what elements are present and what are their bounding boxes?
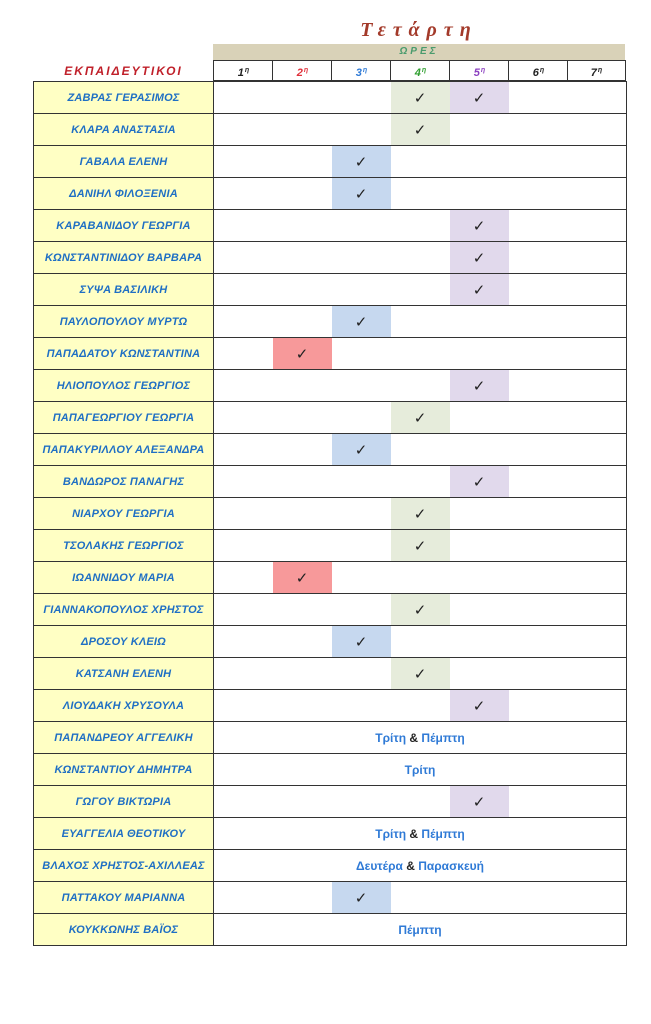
hour-cell-2 (273, 178, 332, 210)
schedule-table (33, 81, 627, 946)
hour-cell-6 (509, 370, 568, 402)
weekday-label: Παρασκευή (418, 858, 484, 873)
hour-cell-1 (214, 658, 273, 690)
hour-cell-7 (568, 210, 627, 242)
hour-cell-1 (214, 594, 273, 626)
day-note (214, 850, 627, 882)
hour-number: 2 (296, 67, 303, 79)
hour-cell-2 (273, 402, 332, 434)
teacher-row (34, 530, 627, 562)
check-icon: ✓ (472, 249, 486, 267)
hour-cell-4 (391, 306, 450, 338)
hour-cell-5 (450, 242, 509, 274)
hour-cell-6 (509, 242, 568, 274)
hour-cell-1 (214, 178, 273, 210)
weekday-label: Τρίτη (404, 762, 436, 777)
ampersand: & (406, 826, 422, 841)
hour-number: 3 (355, 67, 362, 79)
hour-cell-5 (450, 594, 509, 626)
check-icon: ✓ (354, 153, 368, 171)
hour-cell-7 (568, 562, 627, 594)
hour-cell-4 (391, 402, 450, 434)
hour-cell-1 (214, 530, 273, 562)
check-icon: ✓ (472, 377, 486, 395)
check-icon: ✓ (354, 313, 368, 331)
hour-cell-2 (273, 114, 332, 146)
hour-cell-5 (450, 882, 509, 914)
teacher-name: ΗΛΙΟΠΟΥΛΟΣ ΓΕΩΡΓΙΟΣ (34, 370, 214, 402)
hour-cell-4 (391, 114, 450, 146)
teacher-name: ΚΩΝΣΤΑΝΤΙΟΥ ΔΗΜΗΤΡΑ (34, 754, 214, 786)
hour-cell-6 (509, 210, 568, 242)
hour-cell-4 (391, 882, 450, 914)
hour-cell-5 (450, 562, 509, 594)
check-icon: ✓ (354, 889, 368, 907)
teacher-name: ΙΩΑΝΝΙΔΟΥ ΜΑΡΙΑ (34, 562, 214, 594)
hour-cell-6 (509, 82, 568, 114)
hour-cell-1 (214, 434, 273, 466)
check-icon: ✓ (413, 121, 427, 139)
hour-cell-6 (509, 530, 568, 562)
hour-cell-7 (568, 306, 627, 338)
hour-cell-4 (391, 498, 450, 530)
hour-cell-3 (332, 434, 391, 466)
hour-cell-5 (450, 114, 509, 146)
hour-cell-7 (568, 434, 627, 466)
teacher-row (34, 626, 627, 658)
hour-cell-3 (332, 210, 391, 242)
hour-cell-2 (273, 562, 332, 594)
hour-cell-2 (273, 786, 332, 818)
weekday-label: Πέμπτη (421, 826, 465, 841)
teacher-row (34, 658, 627, 690)
teacher-row (34, 370, 627, 402)
hour-cell-5 (450, 498, 509, 530)
hour-cell-6 (509, 562, 568, 594)
teacher-name: ΣΥΨΑ ΒΑΣΙΛΙΚΗ (34, 274, 214, 306)
hour-cell-2 (273, 690, 332, 722)
teacher-row (34, 178, 627, 210)
hour-cell-1 (214, 466, 273, 498)
hour-cell-1 (214, 498, 273, 530)
hour-suffix: η (539, 67, 545, 74)
teacher-name: ΚΑΡΑΒΑΝΙΔΟΥ ΓΕΩΡΓΙΑ (34, 210, 214, 242)
hour-cell-5 (450, 530, 509, 562)
teacher-row (34, 466, 627, 498)
hour-cell-2 (273, 466, 332, 498)
hour-cell-2 (273, 306, 332, 338)
hour-cell-7 (568, 626, 627, 658)
teacher-name: ΠΑΠΑΚΥΡΙΛΛΟΥ ΑΛΕΞΑΝΔΡΑ (34, 434, 214, 466)
hour-cell-4 (391, 626, 450, 658)
hour-cell-3 (332, 82, 391, 114)
teacher-row (34, 114, 627, 146)
teacher-row (34, 306, 627, 338)
teacher-row (34, 786, 627, 818)
hour-cell-6 (509, 882, 568, 914)
hour-cell-2 (273, 434, 332, 466)
hour-cell-3 (332, 594, 391, 626)
hour-cell-3 (332, 562, 391, 594)
hour-cell-1 (214, 562, 273, 594)
teacher-row (34, 274, 627, 306)
hour-cell-3 (332, 242, 391, 274)
hour-cell-5 (450, 306, 509, 338)
hour-number: 1 (237, 67, 244, 79)
hours-band: ΩΡΕΣ (213, 44, 625, 60)
teacher-row (34, 242, 627, 274)
teacher-name: ΝΙΑΡΧΟΥ ΓΕΩΡΓΙΑ (34, 498, 214, 530)
weekday-label: Δευτέρα (356, 858, 403, 873)
hour-cell-1 (214, 114, 273, 146)
hour-header-3 (331, 60, 391, 81)
hour-cell-2 (273, 274, 332, 306)
hour-cell-6 (509, 306, 568, 338)
weekday-label: Πέμπτη (421, 730, 465, 745)
hour-cell-3 (332, 338, 391, 370)
hour-cell-6 (509, 146, 568, 178)
hour-cell-4 (391, 786, 450, 818)
teacher-name: ΠΑΥΛΟΠΟΥΛΟΥ ΜΥΡΤΩ (34, 306, 214, 338)
hour-cell-1 (214, 402, 273, 434)
hour-cell-5 (450, 434, 509, 466)
hour-cell-1 (214, 210, 273, 242)
teacher-name: ΚΛΑΡΑ ΑΝΑΣΤΑΣΙΑ (34, 114, 214, 146)
hour-cell-5 (450, 210, 509, 242)
hour-cell-1 (214, 274, 273, 306)
teacher-row (34, 498, 627, 530)
hour-cell-2 (273, 882, 332, 914)
hour-cell-4 (391, 210, 450, 242)
teacher-row (34, 562, 627, 594)
hour-cell-7 (568, 338, 627, 370)
teacher-name: ΓΑΒΑΛΑ ΕΛΕΝΗ (34, 146, 214, 178)
teacher-row (34, 146, 627, 178)
hour-cell-7 (568, 114, 627, 146)
hour-cell-3 (332, 786, 391, 818)
hour-header-6 (508, 60, 568, 81)
hour-cell-3 (332, 690, 391, 722)
hour-cell-6 (509, 498, 568, 530)
hour-cell-5 (450, 338, 509, 370)
hour-cell-6 (509, 466, 568, 498)
hour-cell-3 (332, 274, 391, 306)
hour-header-1 (213, 60, 273, 81)
hour-cell-5 (450, 658, 509, 690)
hour-cell-2 (273, 658, 332, 690)
teacher-row (34, 210, 627, 242)
teacher-name: ΠΑΤΤΑΚΟΥ ΜΑΡΙΑΝΝΑ (34, 882, 214, 914)
hour-suffix: η (362, 67, 368, 74)
teacher-name: ΠΑΠΑΓΕΩΡΓΙΟΥ ΓΕΩΡΓΙΑ (34, 402, 214, 434)
hour-cell-1 (214, 146, 273, 178)
hour-cell-7 (568, 82, 627, 114)
hour-cell-2 (273, 242, 332, 274)
hour-cell-7 (568, 786, 627, 818)
hour-cell-6 (509, 690, 568, 722)
hour-cell-2 (273, 594, 332, 626)
hour-cell-4 (391, 562, 450, 594)
teacher-name: ΚΟΥΚΚΩΝΗΣ ΒΑΪΟΣ (34, 914, 214, 946)
day-title: Τετάρτη (360, 19, 478, 41)
hour-cell-3 (332, 370, 391, 402)
hour-cell-5 (450, 690, 509, 722)
hour-cell-7 (568, 690, 627, 722)
hour-cell-7 (568, 882, 627, 914)
teacher-name: ΖΑΒΡΑΣ ΓΕΡΑΣΙΜΟΣ (34, 82, 214, 114)
hour-cell-6 (509, 402, 568, 434)
hour-cell-4 (391, 146, 450, 178)
hour-cell-7 (568, 274, 627, 306)
teacher-row (34, 594, 627, 626)
hour-cell-3 (332, 530, 391, 562)
day-note (214, 754, 627, 786)
teacher-name: ΒΛΑΧΟΣ ΧΡΗΣΤΟΣ-ΑΧΙΛΛΕΑΣ (34, 850, 214, 882)
check-icon: ✓ (472, 89, 486, 107)
hour-cell-3 (332, 498, 391, 530)
teacher-row (34, 402, 627, 434)
check-icon: ✓ (354, 185, 368, 203)
hour-cell-7 (568, 498, 627, 530)
hour-cell-1 (214, 306, 273, 338)
hour-cell-3 (332, 114, 391, 146)
hour-cell-1 (214, 626, 273, 658)
hour-cell-7 (568, 658, 627, 690)
teacher-row (34, 818, 627, 850)
hour-cell-6 (509, 178, 568, 210)
hour-cell-7 (568, 594, 627, 626)
hour-cell-5 (450, 626, 509, 658)
teacher-name: ΠΑΠΑΔΑΤΟΥ ΚΩΝΣΤΑΝΤΙΝΑ (34, 338, 214, 370)
check-icon: ✓ (295, 345, 309, 363)
teacher-name: ΤΣΟΛΑΚΗΣ ΓΕΩΡΓΙΟΣ (34, 530, 214, 562)
teacher-name: ΓΩΓΟΥ ΒΙΚΤΩΡΙΑ (34, 786, 214, 818)
teacher-row (34, 850, 627, 882)
hour-cell-5 (450, 274, 509, 306)
hour-cell-5 (450, 466, 509, 498)
hour-header-5 (449, 60, 509, 81)
teacher-name: ΔΑΝΙΗΛ ΦΙΛΟΞΕΝΙΑ (34, 178, 214, 210)
check-icon: ✓ (295, 569, 309, 587)
teachers-column-header: ΕΚΠΑΙΔΕΥΤΙΚΟΙ (64, 64, 183, 78)
hour-suffix: η (597, 67, 603, 74)
check-icon: ✓ (472, 281, 486, 299)
hour-number: 5 (473, 67, 480, 79)
hour-cell-4 (391, 530, 450, 562)
teacher-name: ΛΙΟΥΔΑΚΗ ΧΡΥΣΟΥΛΑ (34, 690, 214, 722)
hour-cell-1 (214, 242, 273, 274)
hour-cell-4 (391, 82, 450, 114)
hour-cell-5 (450, 82, 509, 114)
hour-cell-7 (568, 402, 627, 434)
hour-cell-1 (214, 338, 273, 370)
teacher-name: ΔΡΟΣΟΥ ΚΛΕΙΩ (34, 626, 214, 658)
teacher-name: ΠΑΠΑΝΔΡΕΟΥ ΑΓΓΕΛΙΚΗ (34, 722, 214, 754)
hour-cell-6 (509, 658, 568, 690)
hour-cell-4 (391, 370, 450, 402)
teacher-row (34, 434, 627, 466)
teacher-name: ΓΙΑΝΝΑΚΟΠΟΥΛΟΣ ΧΡΗΣΤΟΣ (34, 594, 214, 626)
hour-cell-5 (450, 146, 509, 178)
hour-cell-5 (450, 178, 509, 210)
hour-cell-4 (391, 466, 450, 498)
check-icon: ✓ (354, 441, 368, 459)
hour-cell-5 (450, 786, 509, 818)
hour-suffix: η (480, 67, 486, 74)
hour-cell-5 (450, 370, 509, 402)
teacher-row (34, 82, 627, 114)
hour-cell-6 (509, 274, 568, 306)
check-icon: ✓ (354, 633, 368, 651)
teacher-name: ΚΑΤΣΑΝΗ ΕΛΕΝΗ (34, 658, 214, 690)
hour-cell-2 (273, 498, 332, 530)
hour-cell-2 (273, 146, 332, 178)
check-icon: ✓ (472, 793, 486, 811)
teacher-row (34, 754, 627, 786)
hour-cell-4 (391, 594, 450, 626)
teacher-row (34, 690, 627, 722)
hour-cell-6 (509, 626, 568, 658)
hour-cell-1 (214, 786, 273, 818)
teacher-name: ΕΥΑΓΓΕΛΙΑ ΘΕΟΤΙΚΟΥ (34, 818, 214, 850)
teacher-row (34, 914, 627, 946)
hour-cell-4 (391, 242, 450, 274)
hour-cell-1 (214, 882, 273, 914)
check-icon: ✓ (413, 537, 427, 555)
hour-cell-4 (391, 338, 450, 370)
hour-suffix: η (303, 67, 309, 74)
check-icon: ✓ (472, 697, 486, 715)
ampersand: & (406, 730, 422, 745)
ampersand: & (402, 858, 419, 873)
hour-suffix: η (421, 67, 427, 74)
day-note (214, 722, 627, 754)
hour-number: 6 (532, 67, 539, 79)
hour-cell-7 (568, 242, 627, 274)
hour-cell-3 (332, 146, 391, 178)
hour-number: 4 (414, 67, 421, 79)
weekday-label: Τρίτη (375, 826, 407, 841)
hour-cell-2 (273, 338, 332, 370)
day-note (214, 914, 627, 946)
hour-cell-3 (332, 466, 391, 498)
hour-cell-6 (509, 786, 568, 818)
hour-cell-3 (332, 882, 391, 914)
hour-cell-7 (568, 530, 627, 562)
hour-cell-6 (509, 434, 568, 466)
hour-cell-4 (391, 274, 450, 306)
check-icon: ✓ (472, 473, 486, 491)
hour-cell-6 (509, 114, 568, 146)
teacher-row (34, 882, 627, 914)
teacher-row (34, 722, 627, 754)
hour-cell-3 (332, 178, 391, 210)
hour-cell-5 (450, 402, 509, 434)
hour-cell-1 (214, 690, 273, 722)
hour-cell-4 (391, 434, 450, 466)
hour-cell-3 (332, 626, 391, 658)
hour-suffix: η (244, 67, 250, 74)
hour-header-7 (567, 60, 626, 81)
hour-cell-3 (332, 658, 391, 690)
hour-header-4 (390, 60, 450, 81)
hour-cell-2 (273, 82, 332, 114)
hour-cell-7 (568, 370, 627, 402)
weekday-label: Τρίτη (375, 730, 407, 745)
hour-cell-7 (568, 466, 627, 498)
day-note (214, 818, 627, 850)
hour-cell-7 (568, 178, 627, 210)
hour-cell-2 (273, 370, 332, 402)
hour-cell-6 (509, 594, 568, 626)
weekday-label: Πέμπτη (398, 922, 442, 937)
check-icon: ✓ (413, 409, 427, 427)
hour-cell-6 (509, 338, 568, 370)
check-icon: ✓ (413, 601, 427, 619)
hour-cell-1 (214, 370, 273, 402)
teacher-name: ΒΑΝΔΩΡΟΣ ΠΑΝΑΓΗΣ (34, 466, 214, 498)
teacher-name: ΚΩΝΣΤΑΝΤΙΝΙΔΟΥ ΒΑΡΒΑΡΑ (34, 242, 214, 274)
check-icon: ✓ (413, 665, 427, 683)
hour-cell-3 (332, 306, 391, 338)
hour-cell-4 (391, 658, 450, 690)
hour-cell-2 (273, 530, 332, 562)
teacher-row (34, 338, 627, 370)
hour-cell-7 (568, 146, 627, 178)
check-icon: ✓ (413, 89, 427, 107)
hour-cell-2 (273, 210, 332, 242)
check-icon: ✓ (413, 505, 427, 523)
hour-header-2 (272, 60, 332, 81)
hour-number: 7 (590, 67, 597, 79)
hour-cell-1 (214, 82, 273, 114)
hour-cell-4 (391, 178, 450, 210)
hour-cell-4 (391, 690, 450, 722)
hour-cell-3 (332, 402, 391, 434)
hour-cell-2 (273, 626, 332, 658)
check-icon: ✓ (472, 217, 486, 235)
